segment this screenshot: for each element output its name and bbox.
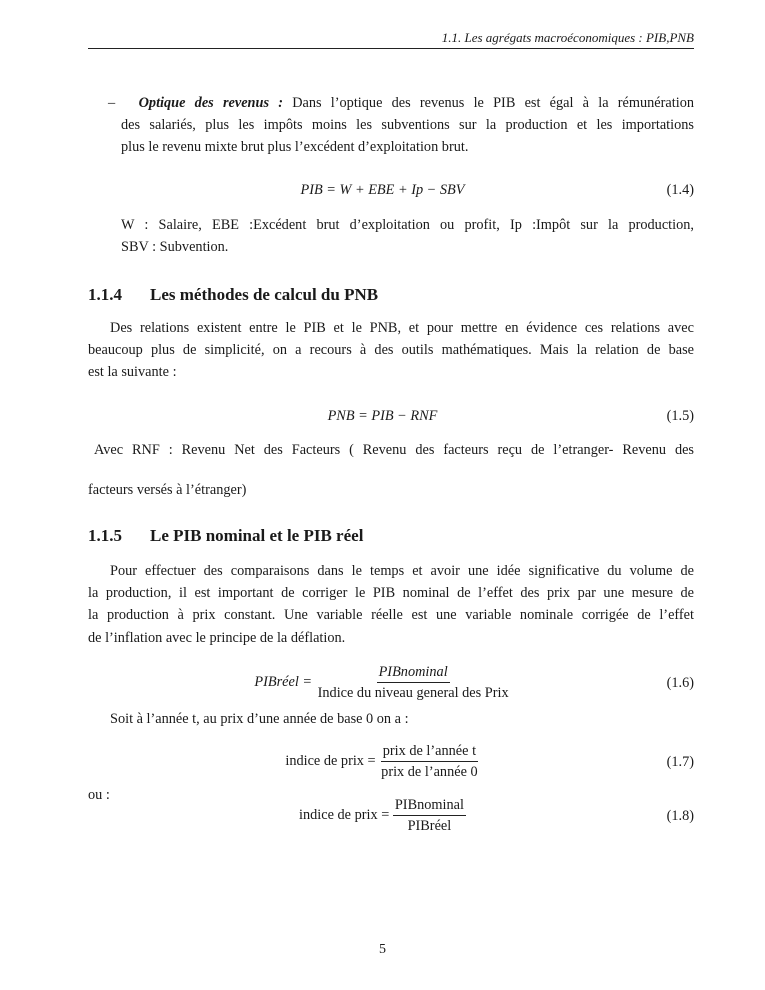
equation-1-6: [0, 664, 765, 701]
paragraph-1-1-4: [88, 317, 694, 384]
equation-1-8-lhs: indice de prix =: [299, 806, 390, 823]
equation-1-4-formula: PIB = W + EBE + Ip − SBV: [300, 182, 465, 198]
equation-1-8-fraction: [393, 797, 466, 834]
section-title: Les méthodes de calcul du PNB: [150, 285, 379, 304]
equation-1-8-denominator: PIBréel: [407, 818, 452, 834]
rnf-line2: facteurs versés à l’étranger): [88, 482, 247, 498]
legend-1-4-line1: W : Salaire, EBE :Excédent brut d’exploitation ou profit, Ip :Impôt sur la production,: [121, 217, 694, 233]
equation-1-5-number: (1.5): [666, 408, 694, 424]
equation-1-6-number: (1.6): [666, 675, 694, 691]
section-number: 1.1.4: [88, 285, 122, 304]
equation-1-7-fraction: [379, 743, 479, 780]
paragraph-line: beaucoup plus de simplicité, on a recours à des outils mathématiques. Mais la relation de base: [88, 342, 694, 359]
section-title: Le PIB nominal et le PIB réel: [150, 526, 364, 545]
ou-label: ou :: [88, 787, 110, 803]
equation-1-4-number: (1.4): [666, 182, 694, 198]
header-rule: [88, 48, 694, 49]
legend-1-4-line2: SBV : Subvention.: [121, 239, 229, 256]
equation-1-7-lhs: indice de prix =: [285, 752, 376, 769]
paragraph-line: de l’inflation avec le principe de la déflation.: [88, 629, 346, 646]
section-number: 1.1.5: [88, 526, 122, 545]
equation-1-7-denominator: prix de l’année 0: [381, 764, 478, 780]
page-number: 5: [379, 942, 386, 957]
equation-1-6-fraction: [316, 664, 511, 701]
equation-1-5-formula: PNB = PIB − RNF: [327, 408, 438, 424]
equation-1-7-number: (1.7): [666, 754, 694, 770]
revenus-paragraph: [108, 92, 694, 114]
paragraph-line: la production, il est important de corriger le PIB nominal de l’effet des prix par une mesure de: [88, 585, 694, 602]
paragraph-line: la production à prix constant. Une variable réelle est une variable nominale corrigée de l’effet: [88, 607, 694, 624]
paragraph-line: Des relations existent entre le PIB et le PNB, et pour mettre en évidence ces relations avec: [110, 320, 694, 336]
revenus-label: Optique des revenus :: [138, 95, 283, 111]
equation-1-8-number: (1.8): [666, 808, 694, 824]
revenus-line1: Dans l’optique des revenus le PIB est égal à la rémunération: [292, 95, 694, 111]
rnf-paragraph: [94, 439, 694, 461]
paragraph-line: est la suivante :: [88, 364, 177, 381]
soit-text: Soit à l’année t, au prix d’une année de base 0 on a :: [110, 711, 409, 727]
soit-line: [110, 708, 694, 730]
equation-1-7: [0, 743, 765, 780]
section-heading-1-1-5: [88, 526, 363, 546]
revenus-continuation: [121, 114, 694, 158]
paragraph-1-1-5: [88, 560, 694, 649]
list-dash: –: [108, 95, 116, 111]
equation-1-7-numerator: prix de l’année t: [381, 743, 478, 762]
revenus-line3: plus le revenu mixte brut plus l’excédent d’exploitation brut.: [121, 139, 469, 156]
equation-1-8: [0, 797, 765, 834]
section-heading-1-1-4: [88, 285, 378, 305]
revenus-line2: des salariés, plus les impôts moins les subventions sur la production et les importations: [121, 117, 694, 133]
paragraph-line: Pour effectuer des comparaisons dans le temps et avoir une idée significative du volume de: [110, 563, 694, 579]
equation-1-6-denominator: Indice du niveau general des Prix: [317, 685, 509, 701]
equation-1-4: [0, 182, 765, 199]
rnf-paragraph-cont: [88, 479, 694, 501]
equation-1-6-lhs: PIBréel =: [254, 673, 313, 690]
equation-1-8-numerator: PIBnominal: [393, 797, 466, 816]
rnf-line1: Avec RNF : Revenu Net des Facteurs ( Revenu des facteurs reçu de l’etranger- Revenu des: [94, 442, 694, 458]
legend-1-4: [121, 214, 694, 258]
equation-1-5: [0, 408, 765, 425]
equation-1-6-numerator: PIBnominal: [377, 664, 450, 683]
running-header: 1.1. Les agrégats macroéconomiques : PIB,PNB: [441, 30, 694, 45]
